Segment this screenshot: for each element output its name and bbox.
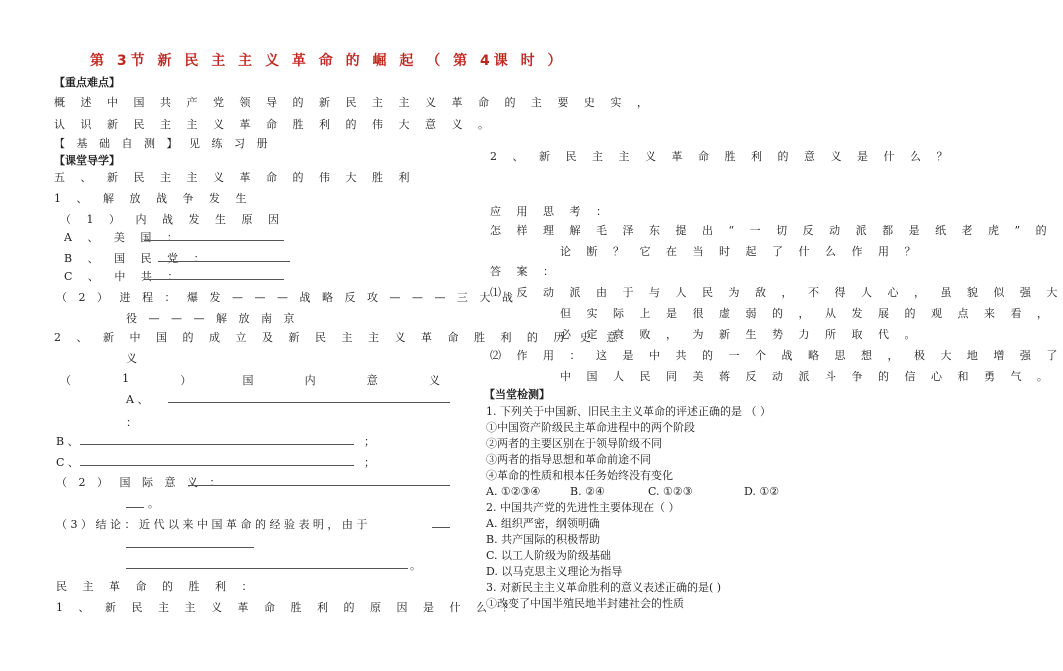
test-q2-choice-b: B. 共产国际的积极帮助: [486, 533, 601, 546]
domestic-a-blank: [168, 402, 450, 403]
answer-2-line-1: ⑵ 作 用 ： 这 是 中 共 的 一 个 战 略 思 想 ， 极 大 地 增 强 了: [490, 349, 1063, 362]
victory-reason-question: 1 、 新 民 主 主 义 革 命 胜 利 的 原 因 是 什 么 ？: [56, 601, 520, 614]
international-period: 。: [148, 497, 159, 510]
section-2-line-2: 义: [126, 352, 137, 365]
section-2-line-1: 2 、 新 中 国 的 成 立 及 新 民 主 主 义 革 命 胜 利 的 历 史 意: [54, 331, 624, 344]
domestic-token-2: 1: [122, 372, 130, 385]
test-q1-choice-c: C. ①②③: [648, 485, 693, 498]
domestic-c-semicolon: ；: [364, 456, 375, 469]
international-blank-2: [126, 507, 144, 508]
domestic-token-7: 义: [428, 374, 440, 387]
international-blank: [188, 485, 450, 486]
item-c-blank: [144, 279, 284, 280]
test-q1-choice-a: A. ①②③④: [486, 485, 541, 498]
page-title: 第 3节 新 民 主 主 义 革 命 的 崛 起 （ 第 4课 时 ）: [90, 53, 566, 69]
class-test-heading: 【当堂检测】: [484, 388, 550, 401]
subsection-1-1: （ 1 ） 内 战 发 生 原 因: [60, 213, 285, 226]
domestic-significance-row: [60, 372, 440, 388]
domestic-b-semicolon: ；: [364, 435, 375, 448]
domestic-token-1: （: [60, 374, 71, 387]
domestic-a-label: A 、: [126, 393, 149, 406]
test-q3-option-1: ①改变了中国半殖民地半封建社会的性质: [486, 597, 684, 610]
test-q1-option-2: ②两者的主要区别在于领导阶级不同: [486, 437, 662, 450]
test-q1: 1. 下列关于中国新、旧民主主义革命的评述正确的是 （ ）: [486, 405, 771, 418]
international-significance: （ 2 ） 国 际 意 义 ：: [56, 476, 225, 489]
process-line-2: 役 — — — 解 放 南 京: [126, 312, 299, 325]
domestic-token-3: ）: [180, 374, 192, 387]
answer-1-line-3: 必 定 衰 败 ， 为 新 生 势 力 所 取 代 。: [560, 328, 922, 341]
test-q2-choice-c: C. 以工人阶级为阶级基础: [486, 549, 612, 562]
answer-1-line-1: ⑴ 反 动 派 由 于 与 人 民 为 敌 ， 不 得 人 心 ， 虽 貌 似 强 大: [490, 286, 1063, 299]
test-q1-option-1: ①中国资产阶级民主革命进程中的两个阶段: [486, 421, 695, 434]
significance-question: 2 、 新 民 主 主 义 革 命 胜 利 的 意 义 是 什 么 ？: [490, 150, 954, 163]
key-point-2: 认 识 新 民 主 主 义 革 命 胜 利 的 伟 大 意 义 。: [54, 118, 495, 131]
conclusion-blank-2: [126, 547, 254, 548]
test-q3: 3. 对新民主主义革命胜利的意义表述正确的是( ): [486, 581, 722, 594]
section-1-heading: 1 、 解 放 战 争 发 生: [54, 192, 253, 205]
application-line-2: 论 断 ？ 它 在 当 时 起 了 什 么 作 用 ？: [560, 245, 922, 258]
test-q2: 2. 中国共产党的先进性主要体现在（ ）: [486, 501, 680, 514]
domestic-b-blank: [80, 444, 354, 445]
item-b-label: B 、 国 民 党 ：: [64, 252, 211, 265]
item-c-label: C 、 中 共 ：: [64, 270, 185, 283]
domestic-b-label: B 、: [56, 435, 79, 448]
conclusion-period: 。: [410, 559, 421, 572]
domestic-token-5: 内: [304, 374, 316, 387]
answer-2-line-2: 中 国 人 民 同 美 蒋 反 动 派 斗 争 的 信 心 和 勇 气 。: [560, 370, 1054, 383]
item-a-blank: [144, 240, 284, 241]
test-q2-choice-a: A. 组织严密，纲领明确: [486, 517, 600, 530]
item-a-label: A 、 美 国 ：: [64, 231, 184, 244]
test-q1-choice-b: B. ②④: [570, 485, 605, 498]
domestic-a-colon: ：: [126, 416, 137, 429]
item-b-blank: [158, 261, 290, 262]
answer-1-line-2: 但 实 际 上 是 很 虚 弱 的 ， 从 发 展 的 观 点 来 看 ，: [560, 307, 1054, 320]
key-point-1: 概 述 中 国 共 产 党 领 导 的 新 民 主 主 义 革 命 的 主 要 史 实 ，: [54, 96, 654, 109]
answer-heading: 答 案 ：: [490, 265, 560, 278]
application-line-1: 怎 样 理 解 毛 泽 东 提 出 “ 一 切 反 动 派 都 是 纸 老 虎 ” 的: [490, 224, 1053, 237]
domestic-token-6: 意: [366, 374, 378, 387]
test-q1-option-3: ③两者的指导思想和革命前途不同: [486, 453, 651, 466]
conclusion-blank-3: [126, 568, 408, 569]
conclusion-blank-1: [432, 527, 450, 528]
key-points-heading: 【重点难点】: [54, 76, 120, 89]
test-q2-choice-d: D. 以马克思主义理论为指导: [486, 565, 623, 578]
domestic-c-blank: [80, 465, 354, 466]
test-q1-choice-d: D. ①②: [744, 485, 780, 498]
domestic-c-label: C 、: [56, 456, 79, 469]
domestic-token-4: 国: [242, 374, 254, 387]
class-guide-heading: 【课堂导学】: [54, 154, 120, 167]
conclusion-line: （ 3 ） 结 论 ： 近 代 以 来 中 国 革 命 的 经 验 表 明 ， 由 于: [56, 518, 368, 531]
test-q1-option-4: ④革命的性质和根本任务始终没有变化: [486, 469, 673, 482]
application-heading: 应 用 思 考 ：: [490, 205, 613, 218]
victory-heading: 民 主 革 命 的 胜 利 ：: [56, 580, 259, 593]
process-line-1: （ 2 ） 进 程 ： 爆 发 — — — 战 略 反 攻 — — — 三 大 战: [56, 291, 517, 304]
section-5-heading: 五 、 新 民 主 主 义 革 命 的 伟 大 胜 利: [54, 171, 416, 184]
basic-self-test: 【 基 础 自 测 】 见 练 习 册: [54, 137, 272, 150]
